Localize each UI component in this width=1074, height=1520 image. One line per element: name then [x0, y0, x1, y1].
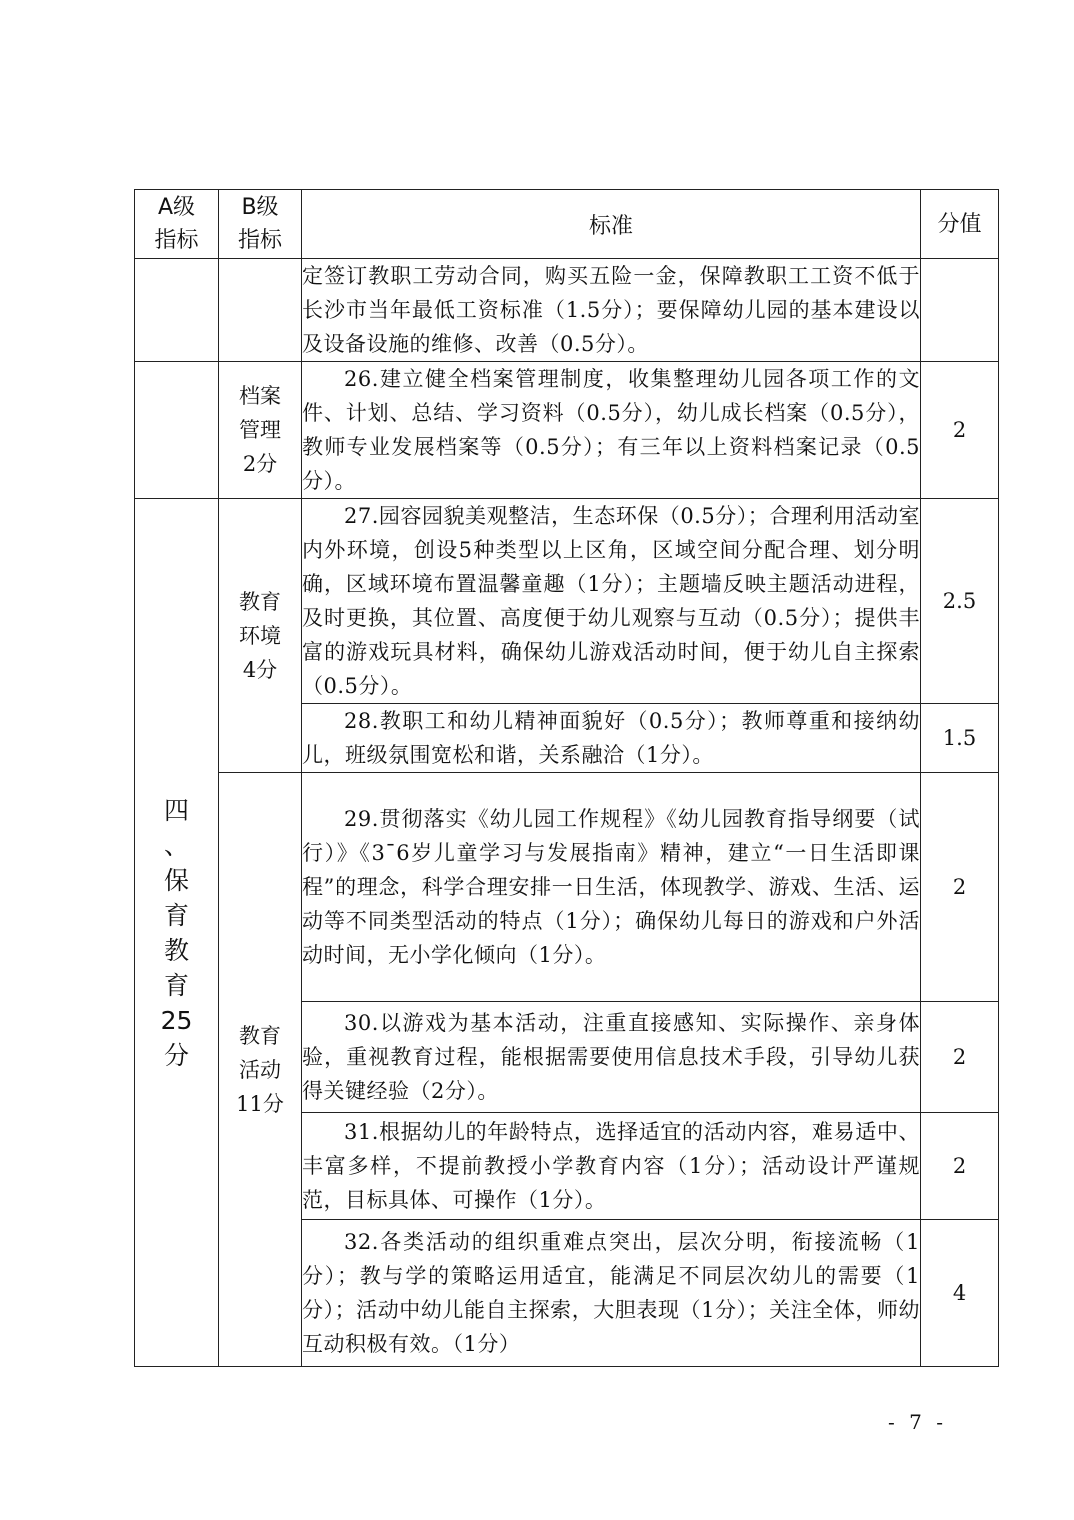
- table-row: [135, 259, 999, 362]
- header-b-level: B级 指标: [219, 190, 302, 259]
- a-level-cell: [135, 499, 219, 1367]
- b-level-cell: 教育 环境 4分: [219, 499, 302, 773]
- standard-text: 31.根据幼儿的年龄特点，选择适宜的活动内容，难易适中、丰富多样，不提前教授小学教育内容（1分）；活动设计严谨规范，目标具体、可操作（1分）。: [302, 1120, 920, 1212]
- header-standard: 标准: [302, 190, 921, 259]
- b-level-cell-empty: [219, 259, 302, 362]
- score-cell: 4: [921, 1220, 999, 1367]
- standard-cell: [302, 499, 921, 704]
- header-a-level: A级 指标: [135, 190, 219, 259]
- table-row: [135, 773, 999, 1002]
- standard-text: 29.贯彻落实《幼儿园工作规程》《幼儿园教育指导纲要（试行）》《3¯6岁儿童学习与发展指南》精神，建立“一日生活即课程”的理念，科学合理安排一日生活，体现教学、游戏、生活、运动等不同类型活动的特点（1分）；确保幼儿每日的游戏和户外活动时间，无小学化倾向（1分）。: [302, 807, 920, 967]
- criteria-table: [134, 189, 999, 1367]
- score-cell: [921, 259, 999, 362]
- a-level-cell-empty: [135, 362, 219, 499]
- score-cell: 2: [921, 362, 999, 499]
- table-header-row: [135, 190, 999, 259]
- table-row: [135, 499, 999, 704]
- score-cell: 2: [921, 1002, 999, 1113]
- a-level-cell-empty: [135, 259, 219, 362]
- standard-cell: [302, 1002, 921, 1113]
- a-level-text: 四 、 保 育 教 育 25 分: [160, 795, 193, 1070]
- standard-text: 27.园容园貌美观整洁，生态环保（0.5分）；合理利用活动室内外环境，创设5种类型以上区角，区域空间分配合理、划分明确，区域环境布置温馨童趣（1分）；主题墙反映主题活动进程，及时更换，其位置、高度便于幼儿观察与互动（0.5分）；提供丰富的游戏玩具材料，确保幼儿游戏活动时间，便于幼儿自主探索（0.5分）。: [302, 504, 920, 698]
- standard-cell: [302, 1113, 921, 1220]
- b-level-cell: 教育 活动 11分: [219, 773, 302, 1367]
- table-row: [135, 362, 999, 499]
- standard-text: 32.各类活动的组织重难点突出，层次分明，衔接流畅（1分）；教与学的策略运用适宜，能满足不同层次幼儿的需要（1分）；活动中幼儿能自主探索，大胆表现（1分）；关注全体，师幼互动积极有效。（1分）: [302, 1230, 920, 1356]
- score-cell: 2.5: [921, 499, 999, 704]
- standard-text: 28.教职工和幼儿精神面貌好（0.5分）；教师尊重和接纳幼儿，班级氛围宽松和谐，关系融洽（1分）。: [302, 709, 920, 767]
- standard-cell: [302, 362, 921, 499]
- header-score: 分值: [921, 190, 999, 259]
- score-cell: 1.5: [921, 704, 999, 773]
- standard-text: 30.以游戏为基本活动，注重直接感知、实际操作、亲身体验，重视教育过程，能根据需要使用信息技术手段，引导幼儿获得关键经验（2分）。: [302, 1011, 920, 1103]
- standard-cell: [302, 773, 921, 1002]
- score-cell: 2: [921, 773, 999, 1002]
- score-cell: 2: [921, 1113, 999, 1220]
- standard-text: 26.建立健全档案管理制度，收集整理幼儿园各项工作的文件、计划、总结、学习资料（0.5分），幼儿成长档案（0.5分），教师专业发展档案等（0.5分）；有三年以上资料档案记录（0.5分）。: [302, 367, 920, 493]
- standard-cell: [302, 704, 921, 773]
- standard-cell: [302, 1220, 921, 1367]
- page-number: - 7 -: [888, 1410, 947, 1434]
- standard-cell: 定签订教职工劳动合同，购买五险一金，保障教职工工资不低于长沙市当年最低工资标准（1.5分）；要保障幼儿园的基本建设以及设备设施的维修、改善（0.5分）。: [302, 259, 921, 362]
- b-level-cell: 档案 管理 2分: [219, 362, 302, 499]
